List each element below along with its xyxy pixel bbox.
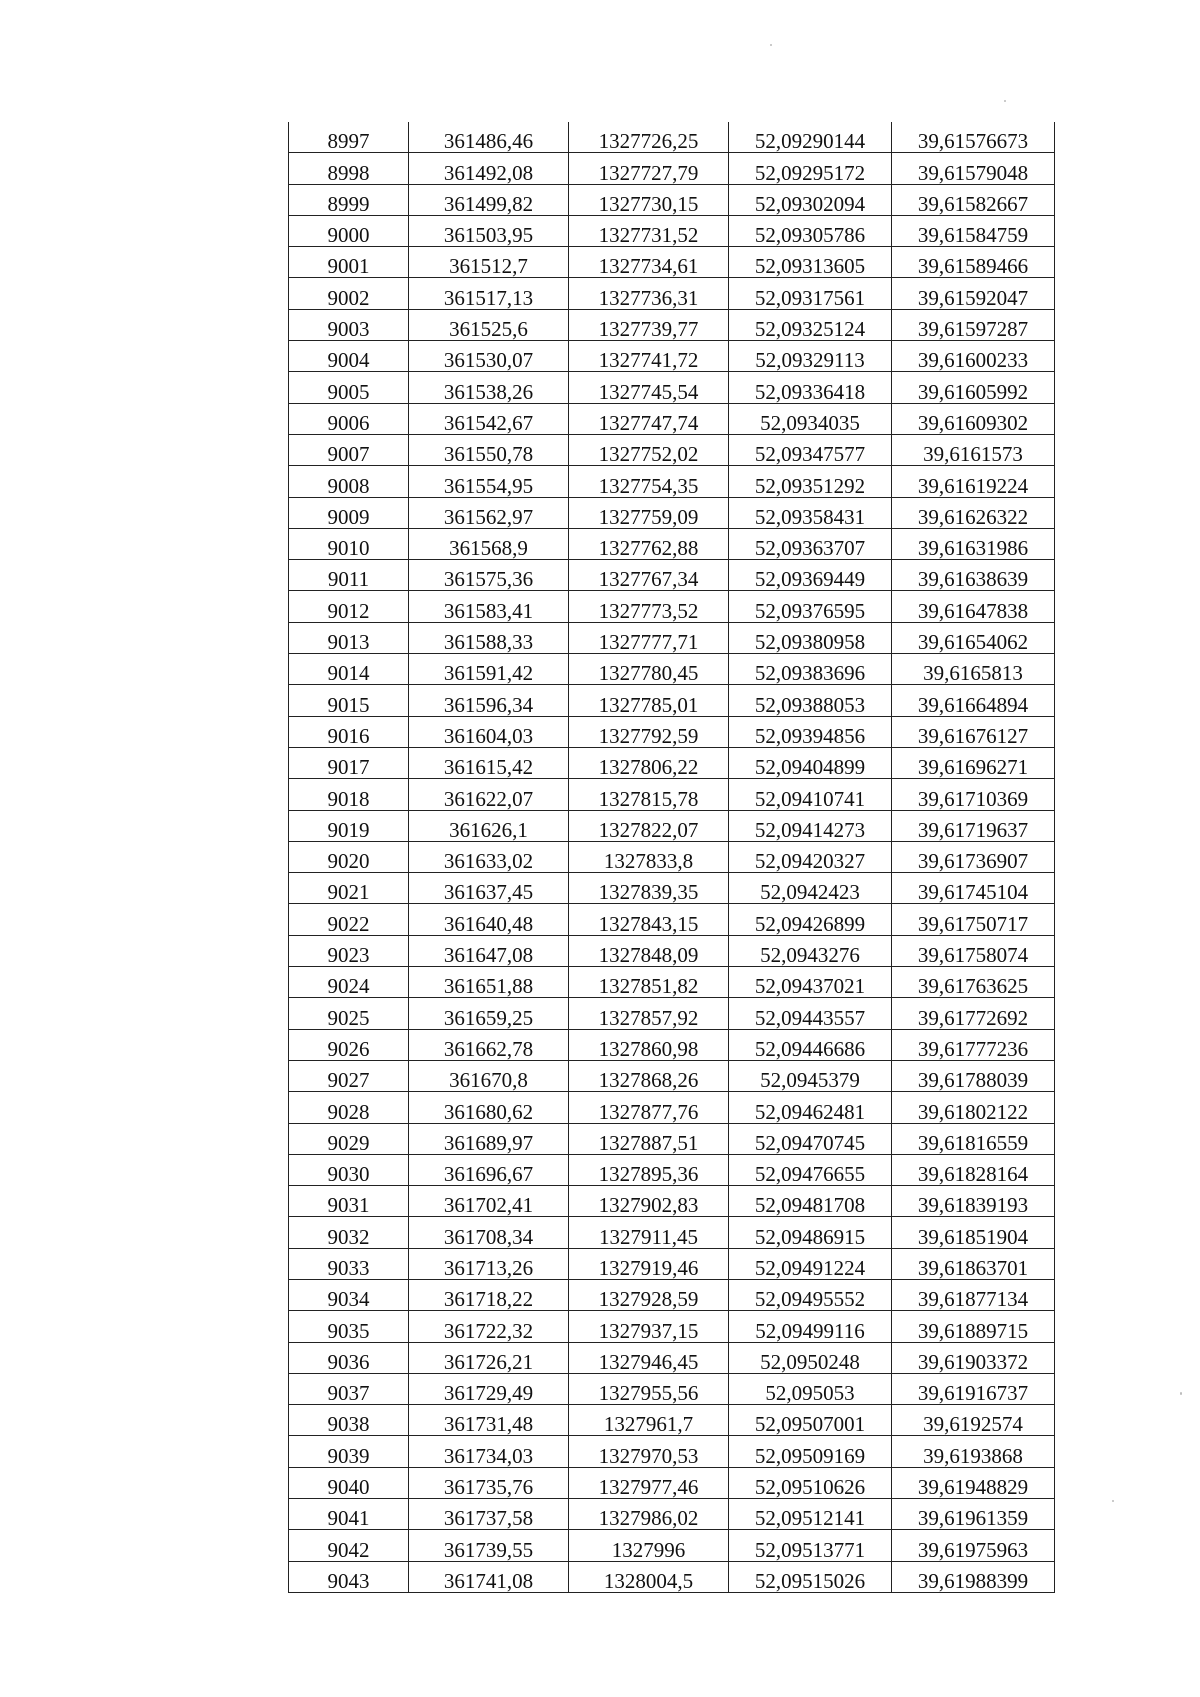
x-coordinate-cell: 361568,9 <box>409 528 569 559</box>
x-coordinate-cell: 361486,46 <box>409 122 569 153</box>
latitude-cell: 52,09358431 <box>729 497 892 528</box>
point-number-cell: 9028 <box>289 1092 409 1123</box>
x-coordinate-cell: 361708,34 <box>409 1217 569 1248</box>
x-coordinate-cell: 361729,49 <box>409 1373 569 1404</box>
latitude-cell: 52,09302094 <box>729 184 892 215</box>
point-number-cell: 9036 <box>289 1342 409 1373</box>
longitude-cell: 39,61576673 <box>892 122 1055 153</box>
y-coordinate-cell: 1327860,98 <box>569 1029 729 1060</box>
x-coordinate-cell: 361538,26 <box>409 372 569 403</box>
point-number-cell: 9031 <box>289 1186 409 1217</box>
x-coordinate-cell: 361525,6 <box>409 309 569 340</box>
longitude-cell: 39,61839193 <box>892 1186 1055 1217</box>
table-row <box>289 967 1055 998</box>
y-coordinate-cell: 1327928,59 <box>569 1279 729 1310</box>
y-coordinate-cell: 1327726,25 <box>569 122 729 153</box>
scan-speck <box>1004 100 1006 102</box>
table-row <box>289 122 1055 153</box>
x-coordinate-cell: 361550,78 <box>409 434 569 465</box>
longitude-cell: 39,61609302 <box>892 403 1055 434</box>
x-coordinate-cell: 361696,67 <box>409 1154 569 1185</box>
longitude-cell: 39,61600233 <box>892 341 1055 372</box>
longitude-cell: 39,61736907 <box>892 841 1055 872</box>
y-coordinate-cell: 1328004,5 <box>569 1561 729 1592</box>
point-number-cell: 9035 <box>289 1311 409 1342</box>
x-coordinate-cell: 361726,21 <box>409 1342 569 1373</box>
latitude-cell: 52,09486915 <box>729 1217 892 1248</box>
coordinates-table <box>288 122 1055 1593</box>
y-coordinate-cell: 1327902,83 <box>569 1186 729 1217</box>
longitude-cell: 39,61719637 <box>892 810 1055 841</box>
y-coordinate-cell: 1327730,15 <box>569 184 729 215</box>
point-number-cell: 9022 <box>289 904 409 935</box>
latitude-cell: 52,09383696 <box>729 654 892 685</box>
latitude-cell: 52,0945379 <box>729 1060 892 1091</box>
point-number-cell: 9003 <box>289 309 409 340</box>
latitude-cell: 52,09437021 <box>729 967 892 998</box>
y-coordinate-cell: 1327961,7 <box>569 1405 729 1436</box>
table-row <box>289 1530 1055 1561</box>
longitude-cell: 39,61631986 <box>892 528 1055 559</box>
x-coordinate-cell: 361637,45 <box>409 873 569 904</box>
point-number-cell: 9040 <box>289 1467 409 1498</box>
table-row <box>289 935 1055 966</box>
point-number-cell: 9027 <box>289 1060 409 1091</box>
table-row <box>289 1186 1055 1217</box>
point-number-cell: 9041 <box>289 1499 409 1530</box>
latitude-cell: 52,09481708 <box>729 1186 892 1217</box>
x-coordinate-cell: 361615,42 <box>409 747 569 778</box>
longitude-cell: 39,61988399 <box>892 1561 1055 1592</box>
point-number-cell: 9033 <box>289 1248 409 1279</box>
table-row <box>289 591 1055 622</box>
y-coordinate-cell: 1327731,52 <box>569 215 729 246</box>
longitude-cell: 39,61676127 <box>892 716 1055 747</box>
y-coordinate-cell: 1327833,8 <box>569 841 729 872</box>
latitude-cell: 52,09446686 <box>729 1029 892 1060</box>
x-coordinate-cell: 361739,55 <box>409 1530 569 1561</box>
latitude-cell: 52,09499116 <box>729 1311 892 1342</box>
latitude-cell: 52,09369449 <box>729 560 892 591</box>
x-coordinate-cell: 361530,07 <box>409 341 569 372</box>
longitude-cell: 39,61948829 <box>892 1467 1055 1498</box>
longitude-cell: 39,61961359 <box>892 1499 1055 1530</box>
table-row <box>289 466 1055 497</box>
y-coordinate-cell: 1327919,46 <box>569 1248 729 1279</box>
point-number-cell: 9014 <box>289 654 409 685</box>
longitude-cell: 39,61916737 <box>892 1373 1055 1404</box>
point-number-cell: 9034 <box>289 1279 409 1310</box>
latitude-cell: 52,09512141 <box>729 1499 892 1530</box>
x-coordinate-cell: 361640,48 <box>409 904 569 935</box>
y-coordinate-cell: 1327747,74 <box>569 403 729 434</box>
x-coordinate-cell: 361734,03 <box>409 1436 569 1467</box>
x-coordinate-cell: 361596,34 <box>409 685 569 716</box>
table-row <box>289 685 1055 716</box>
longitude-cell: 39,61802122 <box>892 1092 1055 1123</box>
latitude-cell: 52,09420327 <box>729 841 892 872</box>
longitude-cell: 39,61750717 <box>892 904 1055 935</box>
table-row <box>289 1123 1055 1154</box>
table-row <box>289 1060 1055 1091</box>
x-coordinate-cell: 361731,48 <box>409 1405 569 1436</box>
point-number-cell: 9008 <box>289 466 409 497</box>
longitude-cell: 39,61828164 <box>892 1154 1055 1185</box>
point-number-cell: 9000 <box>289 215 409 246</box>
y-coordinate-cell: 1327752,02 <box>569 434 729 465</box>
x-coordinate-cell: 361575,36 <box>409 560 569 591</box>
table-row <box>289 1467 1055 1498</box>
point-number-cell: 8998 <box>289 153 409 184</box>
latitude-cell: 52,09290144 <box>729 122 892 153</box>
longitude-cell: 39,61745104 <box>892 873 1055 904</box>
longitude-cell: 39,61696271 <box>892 747 1055 778</box>
table-row <box>289 747 1055 778</box>
x-coordinate-cell: 361562,97 <box>409 497 569 528</box>
y-coordinate-cell: 1327773,52 <box>569 591 729 622</box>
latitude-cell: 52,09404899 <box>729 747 892 778</box>
table-row <box>289 654 1055 685</box>
y-coordinate-cell: 1327986,02 <box>569 1499 729 1530</box>
point-number-cell: 9004 <box>289 341 409 372</box>
latitude-cell: 52,0942423 <box>729 873 892 904</box>
longitude-cell: 39,61863701 <box>892 1248 1055 1279</box>
x-coordinate-cell: 361718,22 <box>409 1279 569 1310</box>
table-row <box>289 1373 1055 1404</box>
x-coordinate-cell: 361542,67 <box>409 403 569 434</box>
latitude-cell: 52,09509169 <box>729 1436 892 1467</box>
longitude-cell: 39,61758074 <box>892 935 1055 966</box>
y-coordinate-cell: 1327996 <box>569 1530 729 1561</box>
longitude-cell: 39,61626322 <box>892 497 1055 528</box>
longitude-cell: 39,61710369 <box>892 779 1055 810</box>
longitude-cell: 39,61597287 <box>892 309 1055 340</box>
longitude-cell: 39,6193868 <box>892 1436 1055 1467</box>
point-number-cell: 9017 <box>289 747 409 778</box>
latitude-cell: 52,09351292 <box>729 466 892 497</box>
x-coordinate-cell: 361588,33 <box>409 622 569 653</box>
point-number-cell: 9026 <box>289 1029 409 1060</box>
y-coordinate-cell: 1327754,35 <box>569 466 729 497</box>
table-row <box>289 153 1055 184</box>
point-number-cell: 9018 <box>289 779 409 810</box>
y-coordinate-cell: 1327877,76 <box>569 1092 729 1123</box>
latitude-cell: 52,09414273 <box>729 810 892 841</box>
longitude-cell: 39,61903372 <box>892 1342 1055 1373</box>
point-number-cell: 9005 <box>289 372 409 403</box>
y-coordinate-cell: 1327792,59 <box>569 716 729 747</box>
table-row <box>289 1154 1055 1185</box>
table-row <box>289 904 1055 935</box>
x-coordinate-cell: 361503,95 <box>409 215 569 246</box>
x-coordinate-cell: 361713,26 <box>409 1248 569 1279</box>
y-coordinate-cell: 1327887,51 <box>569 1123 729 1154</box>
x-coordinate-cell: 361680,62 <box>409 1092 569 1123</box>
y-coordinate-cell: 1327839,35 <box>569 873 729 904</box>
longitude-cell: 39,6165813 <box>892 654 1055 685</box>
point-number-cell: 9039 <box>289 1436 409 1467</box>
table-row <box>289 1342 1055 1373</box>
coordinates-table-body <box>289 122 1055 1592</box>
table-row <box>289 278 1055 309</box>
y-coordinate-cell: 1327895,36 <box>569 1154 729 1185</box>
longitude-cell: 39,61584759 <box>892 215 1055 246</box>
point-number-cell: 9002 <box>289 278 409 309</box>
y-coordinate-cell: 1327739,77 <box>569 309 729 340</box>
latitude-cell: 52,09507001 <box>729 1405 892 1436</box>
scan-speck <box>1112 1500 1114 1502</box>
x-coordinate-cell: 361517,13 <box>409 278 569 309</box>
table-row <box>289 779 1055 810</box>
table-row <box>289 403 1055 434</box>
latitude-cell: 52,09515026 <box>729 1561 892 1592</box>
x-coordinate-cell: 361735,76 <box>409 1467 569 1498</box>
latitude-cell: 52,09462481 <box>729 1092 892 1123</box>
longitude-cell: 39,6161573 <box>892 434 1055 465</box>
latitude-cell: 52,0943276 <box>729 935 892 966</box>
point-number-cell: 9043 <box>289 1561 409 1592</box>
x-coordinate-cell: 361604,03 <box>409 716 569 747</box>
point-number-cell: 9037 <box>289 1373 409 1404</box>
latitude-cell: 52,095053 <box>729 1373 892 1404</box>
longitude-cell: 39,61589466 <box>892 247 1055 278</box>
x-coordinate-cell: 361737,58 <box>409 1499 569 1530</box>
point-number-cell: 9029 <box>289 1123 409 1154</box>
x-coordinate-cell: 361622,07 <box>409 779 569 810</box>
longitude-cell: 39,61582667 <box>892 184 1055 215</box>
latitude-cell: 52,09347577 <box>729 434 892 465</box>
table-row <box>289 998 1055 1029</box>
y-coordinate-cell: 1327736,31 <box>569 278 729 309</box>
y-coordinate-cell: 1327955,56 <box>569 1373 729 1404</box>
x-coordinate-cell: 361659,25 <box>409 998 569 1029</box>
x-coordinate-cell: 361670,8 <box>409 1060 569 1091</box>
x-coordinate-cell: 361651,88 <box>409 967 569 998</box>
longitude-cell: 39,61777236 <box>892 1029 1055 1060</box>
y-coordinate-cell: 1327911,45 <box>569 1217 729 1248</box>
point-number-cell: 9001 <box>289 247 409 278</box>
y-coordinate-cell: 1327977,46 <box>569 1467 729 1498</box>
y-coordinate-cell: 1327727,79 <box>569 153 729 184</box>
longitude-cell: 39,61638639 <box>892 560 1055 591</box>
x-coordinate-cell: 361492,08 <box>409 153 569 184</box>
longitude-cell: 39,61877134 <box>892 1279 1055 1310</box>
x-coordinate-cell: 361626,1 <box>409 810 569 841</box>
latitude-cell: 52,09295172 <box>729 153 892 184</box>
longitude-cell: 39,61788039 <box>892 1060 1055 1091</box>
x-coordinate-cell: 361647,08 <box>409 935 569 966</box>
table-row <box>289 1217 1055 1248</box>
x-coordinate-cell: 361499,82 <box>409 184 569 215</box>
longitude-cell: 39,61889715 <box>892 1311 1055 1342</box>
y-coordinate-cell: 1327734,61 <box>569 247 729 278</box>
x-coordinate-cell: 361554,95 <box>409 466 569 497</box>
latitude-cell: 52,09325124 <box>729 309 892 340</box>
table-row <box>289 560 1055 591</box>
table-row <box>289 341 1055 372</box>
longitude-cell: 39,61619224 <box>892 466 1055 497</box>
latitude-cell: 52,09336418 <box>729 372 892 403</box>
y-coordinate-cell: 1327762,88 <box>569 528 729 559</box>
y-coordinate-cell: 1327815,78 <box>569 779 729 810</box>
latitude-cell: 52,09426899 <box>729 904 892 935</box>
longitude-cell: 39,61975963 <box>892 1530 1055 1561</box>
table-row <box>289 184 1055 215</box>
y-coordinate-cell: 1327741,72 <box>569 341 729 372</box>
latitude-cell: 52,09510626 <box>729 1467 892 1498</box>
latitude-cell: 52,09394856 <box>729 716 892 747</box>
table-row <box>289 1436 1055 1467</box>
table-row <box>289 528 1055 559</box>
point-number-cell: 9006 <box>289 403 409 434</box>
table-row <box>289 1279 1055 1310</box>
x-coordinate-cell: 361512,7 <box>409 247 569 278</box>
y-coordinate-cell: 1327806,22 <box>569 747 729 778</box>
point-number-cell: 9009 <box>289 497 409 528</box>
point-number-cell: 9010 <box>289 528 409 559</box>
latitude-cell: 52,09329113 <box>729 341 892 372</box>
point-number-cell: 9016 <box>289 716 409 747</box>
point-number-cell: 9011 <box>289 560 409 591</box>
point-number-cell: 8999 <box>289 184 409 215</box>
x-coordinate-cell: 361741,08 <box>409 1561 569 1592</box>
y-coordinate-cell: 1327767,34 <box>569 560 729 591</box>
table-row <box>289 1092 1055 1123</box>
longitude-cell: 39,61816559 <box>892 1123 1055 1154</box>
scan-speck <box>1180 1392 1182 1395</box>
point-number-cell: 9023 <box>289 935 409 966</box>
table-row <box>289 1405 1055 1436</box>
point-number-cell: 9012 <box>289 591 409 622</box>
x-coordinate-cell: 361689,97 <box>409 1123 569 1154</box>
longitude-cell: 39,61772692 <box>892 998 1055 1029</box>
point-number-cell: 9032 <box>289 1217 409 1248</box>
longitude-cell: 39,61763625 <box>892 967 1055 998</box>
longitude-cell: 39,61579048 <box>892 153 1055 184</box>
latitude-cell: 52,09388053 <box>729 685 892 716</box>
latitude-cell: 52,09476655 <box>729 1154 892 1185</box>
latitude-cell: 52,09470745 <box>729 1123 892 1154</box>
table-row <box>289 434 1055 465</box>
longitude-cell: 39,61647838 <box>892 591 1055 622</box>
longitude-cell: 39,61851904 <box>892 1217 1055 1248</box>
table-row <box>289 873 1055 904</box>
latitude-cell: 52,09317561 <box>729 278 892 309</box>
latitude-cell: 52,09513771 <box>729 1530 892 1561</box>
latitude-cell: 52,09363707 <box>729 528 892 559</box>
y-coordinate-cell: 1327759,09 <box>569 497 729 528</box>
y-coordinate-cell: 1327780,45 <box>569 654 729 685</box>
table-row <box>289 1561 1055 1592</box>
longitude-cell: 39,6192574 <box>892 1405 1055 1436</box>
x-coordinate-cell: 361662,78 <box>409 1029 569 1060</box>
longitude-cell: 39,61664894 <box>892 685 1055 716</box>
y-coordinate-cell: 1327868,26 <box>569 1060 729 1091</box>
x-coordinate-cell: 361591,42 <box>409 654 569 685</box>
point-number-cell: 9042 <box>289 1530 409 1561</box>
y-coordinate-cell: 1327851,82 <box>569 967 729 998</box>
y-coordinate-cell: 1327946,45 <box>569 1342 729 1373</box>
point-number-cell: 9038 <box>289 1405 409 1436</box>
latitude-cell: 52,09305786 <box>729 215 892 246</box>
x-coordinate-cell: 361583,41 <box>409 591 569 622</box>
latitude-cell: 52,09491224 <box>729 1248 892 1279</box>
x-coordinate-cell: 361702,41 <box>409 1186 569 1217</box>
x-coordinate-cell: 361633,02 <box>409 841 569 872</box>
table-row <box>289 1029 1055 1060</box>
latitude-cell: 52,09380958 <box>729 622 892 653</box>
point-number-cell: 9019 <box>289 810 409 841</box>
table-row <box>289 1248 1055 1279</box>
y-coordinate-cell: 1327785,01 <box>569 685 729 716</box>
table-row <box>289 1499 1055 1530</box>
y-coordinate-cell: 1327777,71 <box>569 622 729 653</box>
y-coordinate-cell: 1327857,92 <box>569 998 729 1029</box>
point-number-cell: 9007 <box>289 434 409 465</box>
y-coordinate-cell: 1327848,09 <box>569 935 729 966</box>
y-coordinate-cell: 1327937,15 <box>569 1311 729 1342</box>
longitude-cell: 39,61654062 <box>892 622 1055 653</box>
latitude-cell: 52,09443557 <box>729 998 892 1029</box>
table-row <box>289 215 1055 246</box>
point-number-cell: 9013 <box>289 622 409 653</box>
latitude-cell: 52,09376595 <box>729 591 892 622</box>
point-number-cell: 9015 <box>289 685 409 716</box>
longitude-cell: 39,61592047 <box>892 278 1055 309</box>
y-coordinate-cell: 1327745,54 <box>569 372 729 403</box>
table-row <box>289 1311 1055 1342</box>
latitude-cell: 52,09410741 <box>729 779 892 810</box>
x-coordinate-cell: 361722,32 <box>409 1311 569 1342</box>
y-coordinate-cell: 1327970,53 <box>569 1436 729 1467</box>
latitude-cell: 52,0934035 <box>729 403 892 434</box>
point-number-cell: 9025 <box>289 998 409 1029</box>
point-number-cell: 9024 <box>289 967 409 998</box>
scan-speck <box>770 44 772 46</box>
latitude-cell: 52,0950248 <box>729 1342 892 1373</box>
y-coordinate-cell: 1327843,15 <box>569 904 729 935</box>
latitude-cell: 52,09495552 <box>729 1279 892 1310</box>
table-row <box>289 309 1055 340</box>
table-row <box>289 372 1055 403</box>
table-row <box>289 497 1055 528</box>
point-number-cell: 9020 <box>289 841 409 872</box>
point-number-cell: 9030 <box>289 1154 409 1185</box>
table-row <box>289 622 1055 653</box>
latitude-cell: 52,09313605 <box>729 247 892 278</box>
table-row <box>289 841 1055 872</box>
point-number-cell: 9021 <box>289 873 409 904</box>
y-coordinate-cell: 1327822,07 <box>569 810 729 841</box>
point-number-cell: 8997 <box>289 122 409 153</box>
table-row <box>289 810 1055 841</box>
table-row <box>289 247 1055 278</box>
longitude-cell: 39,61605992 <box>892 372 1055 403</box>
table-row <box>289 716 1055 747</box>
